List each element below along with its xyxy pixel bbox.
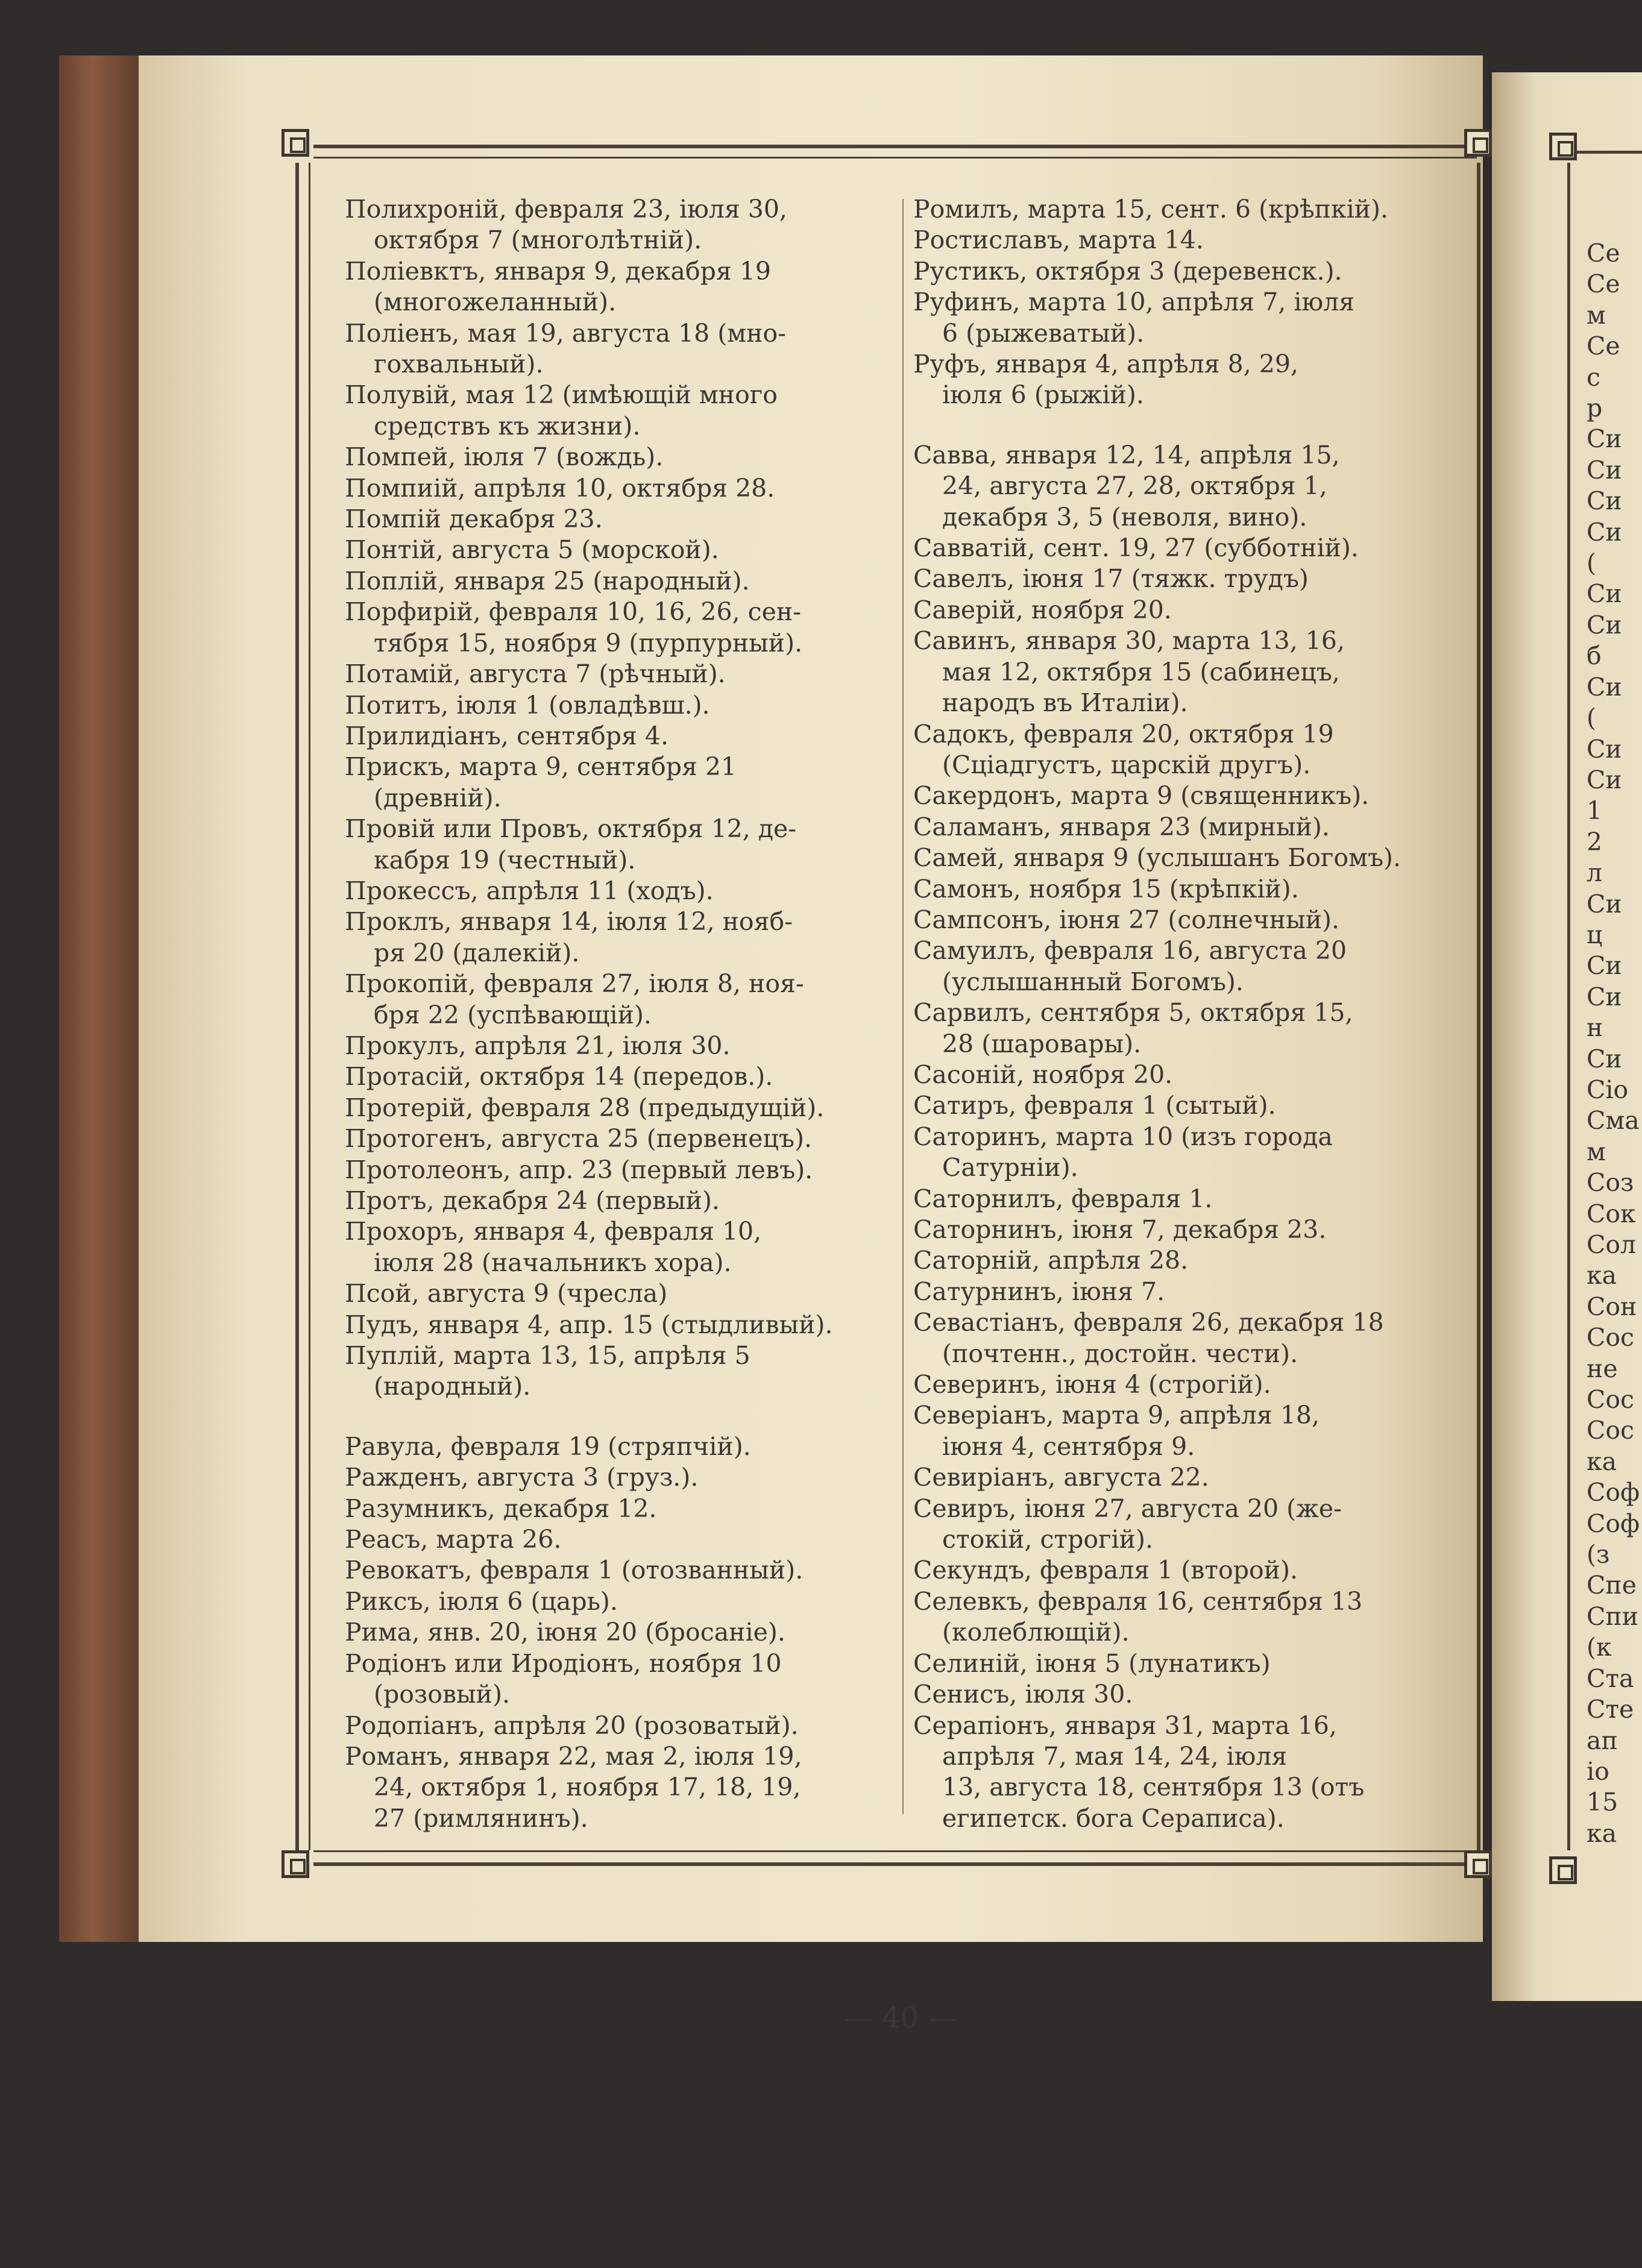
entry-line: Савва, января 12, 14, апрѣля 15, [913,440,1340,470]
entry-line: Поліенъ, мая 19, августа 18 (мно- [345,318,787,348]
dictionary-entry [345,1648,875,1710]
entry-line: (народный). [374,1372,531,1401]
entry-line: 28 (шаровары). [942,1029,1142,1058]
entry-line: 27 (римлянинъ). [374,1803,588,1833]
left-column [345,194,875,1834]
entry-line: Севастіанъ, февраля 26, декабря 18 [913,1308,1384,1337]
entry-line: Проклъ, января 14, іюля 12, нояб- [345,907,793,937]
dictionary-entry [345,1494,875,1524]
entry-line: (услышанный Богомъ). [942,967,1244,996]
entry-line: (многожеланный). [374,287,617,317]
dictionary-entry [345,256,875,318]
entry-line: стокій, строгій). [942,1525,1153,1554]
entry-line: Помпій декабря 23. [345,504,603,534]
entry-line: Савелъ, іюня 17 (тяжк. трудъ) [913,564,1309,594]
entry-line: 6 (рыжеватый). [942,318,1145,348]
dictionary-entry [345,969,875,1031]
next-page-fragment: Соф [1587,1509,1640,1538]
dictionary-entry [345,566,875,597]
entry-line: (почтенн., достойн. чести). [942,1339,1298,1368]
entry-line: Сампсонъ, іюня 27 (солнечный). [913,905,1340,934]
dictionary-entry [913,812,1456,843]
dictionary-entry [913,843,1456,873]
next-page-fragment: Сол [1587,1230,1637,1259]
dictionary-entry [345,1278,875,1309]
next-page-corner-ornament [1549,133,1577,160]
next-page-fragment: Сон [1587,1292,1637,1321]
dictionary-entry [345,473,875,504]
next-page-fragment: Соф [1587,1478,1640,1507]
dictionary-entry [345,1431,875,1462]
dictionary-entry [913,1277,1456,1307]
page-number: — 40 — [844,2001,957,2035]
next-page-fragment: (з [1587,1540,1610,1569]
next-page-fragment: Си [1587,951,1622,981]
next-page-fragment: Сос [1587,1416,1635,1445]
entry-line: Разумникъ, декабря 12. [345,1494,657,1523]
entry-line: Прокулъ, апрѣля 21, іюля 30. [345,1031,731,1060]
next-page-fragment: ка [1587,1261,1617,1290]
entry-line: Руфъ, января 4, апрѣля 8, 29, [913,350,1299,379]
entry-line: (Сціадгустъ, царскій другъ). [942,750,1311,779]
entry-line: Прокопій, февраля 27, іюля 8, ноя- [345,969,804,999]
entry-line: Савватій, сент. 19, 27 (субботній). [913,533,1359,563]
entry-line: Полувій, мая 12 (имѣющій много [345,380,778,410]
entry-line: средствъ къ жизни). [374,411,641,441]
entry-line: тября 15, ноября 9 (пурпурный). [374,628,803,658]
dictionary-entry [913,1214,1456,1245]
next-page-fragment: н [1587,1013,1603,1043]
entry-line: Порфирій, февраля 10, 16, 26, сен- [345,597,802,627]
dictionary-entry [345,1216,875,1278]
dictionary-entry [913,349,1456,411]
dictionary-entry [345,380,875,442]
dictionary-entry [913,564,1456,594]
next-page-fragment: 15 [1587,1788,1618,1817]
next-page-fragment: Си [1587,765,1622,794]
entry-line: Северіанъ, марта 9, апрѣля 18, [913,1401,1320,1430]
entry-line: Саторній, апрѣля 28. [913,1246,1189,1275]
entry-line: Саторинъ, марта 10 (изъ города [913,1122,1333,1151]
entry-line: Саламанъ, января 23 (мирный). [913,812,1330,841]
frame-bottom-line-thin [313,1850,1477,1852]
book-spine-edge [59,55,143,1942]
next-page-fragment: Се [1587,269,1620,299]
next-page-fragment: б [1587,641,1602,671]
entry-line: Рустикъ, октября 3 (деревенск.). [913,256,1342,286]
dictionary-entry [345,1710,875,1741]
frame-corner-ornament [282,129,309,157]
dictionary-entry [913,1555,1456,1586]
entry-line: Севиріанъ, августа 22. [913,1463,1209,1492]
dictionary-entry [345,1524,875,1555]
dictionary-entry [913,1648,1456,1679]
next-page-frame-left [1567,163,1570,1850]
dictionary-entry [345,1586,875,1617]
dictionary-entry [345,1031,875,1061]
next-page-fragment: Си [1587,610,1622,639]
dictionary-entry [345,1340,875,1403]
frame-corner-ornament [1464,129,1492,157]
next-page-fragment: р [1587,394,1603,423]
dictionary-entry [345,1462,875,1493]
next-page-fragment: Си [1587,517,1622,547]
dictionary-entry [345,906,875,969]
right-column [913,194,1456,1834]
next-page-fragment: с [1587,362,1600,392]
entry-line: 13, августа 18, сентября 13 (отъ [942,1773,1365,1802]
entry-line: Полихроній, февраля 23, іюля 30, [345,195,787,224]
frame-corner-ornament [1464,1850,1492,1878]
next-page-text-fragments [1587,238,1640,1849]
entry-line: Секундъ, февраля 1 (второй). [913,1556,1298,1585]
frame-left-line [295,163,299,1850]
entry-line: Протогенъ, августа 25 (первенецъ). [345,1124,812,1154]
entry-line: Саверій, ноября 20. [913,595,1172,624]
next-page-fragment: (к [1587,1633,1612,1662]
next-page-fragment: Сок [1587,1199,1636,1228]
entry-line: Романъ, января 22, мая 2, іюля 19, [345,1741,802,1771]
entry-line: Севиръ, іюня 27, августа 20 (же- [913,1494,1342,1523]
next-page-fragment: Си [1587,455,1622,485]
entry-line: Сатурніи). [942,1153,1078,1183]
entry-line: (розовый). [374,1680,511,1709]
entry-line: Северинъ, іюня 4 (строгій). [913,1370,1271,1399]
entry-line: (древній). [374,783,502,812]
next-page-fragment: не [1587,1354,1618,1383]
entry-line: октября 7 (многолѣтній). [374,225,702,255]
dictionary-entry [345,1555,875,1586]
dictionary-entry [913,1245,1456,1276]
entry-line: Прокессъ, апрѣля 11 (ходъ). [345,876,714,905]
dictionary-entry [913,719,1456,781]
entry-line: Самуилъ, февраля 16, августа 20 [913,936,1347,966]
frame-right-line [1477,163,1480,1850]
entry-line: Самонъ, ноября 15 (крѣпкій). [913,874,1299,903]
next-page-fragment: Спи [1587,1601,1639,1631]
entry-line: мая 12, октября 15 (сабинецъ, [942,657,1340,686]
entry-line: Селиній, іюня 5 (лунатикъ) [913,1648,1271,1678]
entry-line: іюня 4, сентября 9. [942,1431,1195,1461]
dictionary-entry [345,721,875,752]
entry-line: Сатурнинъ, іюня 7. [913,1277,1165,1306]
next-page-fragment: Си [1587,672,1622,702]
next-page-fragment: м [1587,300,1606,330]
entry-line: Пуплій, марта 13, 15, апрѣля 5 [345,1341,750,1371]
entry-line: Реасъ, марта 26. [345,1525,562,1554]
dictionary-entry [913,1307,1456,1369]
entry-line: іюля 6 (рыжій). [942,380,1144,410]
entry-line: Саторнилъ, февраля 1. [913,1184,1213,1213]
entry-line: Поплій, января 25 (народный). [345,566,750,595]
entry-line: Ростиславъ, марта 14. [913,225,1204,255]
entry-line: 24, октября 1, ноября 17, 18, 19, [374,1773,801,1802]
entry-line: Псой, августа 9 (чресла) [345,1279,668,1308]
next-page-fragment: Си [1587,486,1622,516]
entry-line: Прискъ, марта 9, сентября 21 [345,752,737,782]
entry-line: декабря 3, 5 (неволя, вино). [942,502,1307,532]
entry-line: Савинъ, января 30, марта 13, 16, [913,626,1345,656]
frame-corner-ornament [282,1850,309,1878]
dictionary-entry [345,1741,875,1834]
entry-line: Прилидіанъ, сентября 4. [345,721,669,750]
entry-line: Прохоръ, января 4, февраля 10, [345,1217,762,1246]
dictionary-entry [345,752,875,814]
dictionary-entry [913,533,1456,564]
next-page-fragment: м [1587,1137,1606,1166]
entry-line: Селевкъ, февраля 16, сентября 13 [913,1586,1363,1616]
next-page-fragment: Сма [1587,1106,1640,1136]
entry-line: Помпиій, апрѣля 10, октября 28. [345,473,775,503]
entry-line: народъ въ Италіи). [942,688,1188,718]
dictionary-entry [345,1155,875,1186]
next-page-fragment: Си [1587,579,1622,609]
dictionary-entry [345,442,875,473]
dictionary-entry [913,1494,1456,1556]
entry-line: Сенисъ, іюля 30. [913,1680,1133,1709]
entry-line: іюля 28 (начальникъ хора). [374,1248,732,1277]
entry-line: Сакердонъ, марта 9 (священникъ). [913,781,1370,811]
next-page-fragment: ка [1587,1447,1617,1476]
entry-line: Пудъ, января 4, апр. 15 (стыдливый). [345,1310,833,1339]
dictionary-entry [913,874,1456,905]
next-page-fragment: Соз [1587,1168,1634,1198]
entry-line: ря 20 (далекій). [374,938,580,967]
next-page-fragment: ( [1587,703,1596,733]
entry-line: бря 22 (успѣвающій). [374,1000,652,1029]
entry-line: Потамій, августа 7 (рѣчный). [345,659,726,689]
entry-line: кабря 19 (честный). [374,845,636,875]
entry-line: Ромилъ, марта 15, сент. 6 (крѣпкій). [913,195,1389,224]
entry-line: Риксъ, іюля 6 (царь). [345,1586,618,1616]
entry-line: Понтій, августа 5 (морской). [345,535,719,565]
dictionary-entry [345,1123,875,1154]
dictionary-entry [913,1586,1456,1648]
entry-line: Равула, февраля 19 (стряпчій). [345,1431,751,1461]
dictionary-entry [345,876,875,906]
dictionary-entry [913,440,1456,533]
entry-line: Саторнинъ, іюня 7, декабря 23. [913,1215,1327,1244]
entry-line: Ражденъ, августа 3 (груз.). [345,1463,699,1492]
dictionary-entry [913,1679,1456,1710]
dictionary-entry [345,597,875,659]
dictionary-entry [913,595,1456,626]
next-page-fragment: Си [1587,1044,1622,1073]
frame-top-line-thin [313,157,1477,159]
dictionary-entry [345,504,875,535]
entry-line: Ревокатъ, февраля 1 (отозванный). [345,1556,804,1585]
entry-line: Родіонъ или Иродіонъ, ноября 10 [345,1648,782,1678]
next-page-fragment: Се [1587,331,1620,361]
next-page-fragment: ап [1587,1726,1618,1755]
dictionary-entry [913,1090,1456,1121]
dictionary-entry [913,1710,1456,1835]
next-page-fragment: Си [1587,889,1622,919]
entry-line: Рима, янв. 20, іюня 20 (бросаніе). [345,1618,785,1647]
dictionary-entry [913,287,1456,349]
entry-line: гохвальный). [374,350,544,379]
dictionary-entry [345,659,875,690]
dictionary-entry [913,256,1456,287]
next-page-fragment: л [1587,858,1603,888]
dictionary-entry [345,194,875,256]
dictionary-entry [913,1184,1456,1214]
entry-line: Родопіанъ, апрѣля 20 (розоватый). [345,1710,799,1740]
dictionary-entry [913,1060,1456,1090]
dictionary-entry [913,194,1456,225]
dictionary-entry [913,781,1456,811]
dictionary-entry [345,1310,875,1340]
entry-line: (колеблющій). [942,1618,1130,1647]
dictionary-entry [913,1462,1456,1493]
next-page-fragment: Се [1587,239,1620,268]
entry-line: Руфинъ, марта 10, апрѣля 7, іюля [913,287,1355,317]
entry-line: Сатиръ, февраля 1 (сытый). [913,1091,1276,1120]
entry-line: египетск. бога Сераписа). [942,1803,1285,1833]
frame-top-line [313,145,1477,148]
dictionary-entry [345,1061,875,1092]
dictionary-entry [345,690,875,721]
next-page-fragment: Сіо [1587,1075,1629,1104]
frame-bottom-line [313,1862,1477,1866]
entry-line: Провій или Провъ, октября 12, де- [345,814,797,844]
dictionary-entry [345,814,875,876]
next-page-fragment: Спе [1587,1571,1637,1600]
entry-line: Потитъ, іюля 1 (овладѣвш.). [345,690,710,720]
next-page-fragment: Си [1587,424,1622,454]
entry-line: апрѣля 7, мая 14, 24, іюля [942,1741,1288,1771]
entry-line: Серапіонъ, января 31, марта 16, [913,1710,1337,1740]
frame-left-line-thin [309,163,310,1850]
dictionary-entry [345,1093,875,1123]
dictionary-entry [913,626,1456,718]
dictionary-entry [913,1122,1456,1184]
entry-line: 24, августа 27, 28, октября 1, [942,471,1327,501]
dictionary-entry [913,905,1456,935]
dictionary-entry [345,535,875,565]
entry-line: Помпей, іюля 7 (вождь). [345,442,664,472]
dictionary-entry [345,1617,875,1648]
next-page-fragment: ка [1587,1818,1617,1848]
entry-line: Протасій, октября 14 (передов.). [345,1062,773,1092]
entry-line: Протерій, февраля 28 (предыдущій). [345,1093,825,1122]
entry-line: Садокъ, февраля 20, октября 19 [913,719,1334,749]
dictionary-entry [913,997,1456,1060]
entry-line: Сасоній, ноября 20. [913,1060,1173,1089]
next-page-fragment: Си [1587,982,1622,1011]
next-page-fragment: 1 [1587,796,1603,826]
next-page-fragment: Сос [1587,1385,1635,1415]
next-page-fragment: 2 [1587,827,1603,856]
dictionary-entry [913,225,1456,256]
next-page-fragment: Ста [1587,1663,1634,1693]
next-page-fragment: Си [1587,734,1622,764]
next-page-fragment: ц [1587,920,1603,949]
next-page-corner-ornament [1549,1856,1577,1884]
entry-line: Протъ, декабря 24 (первый). [345,1186,720,1215]
column-divider [902,199,904,1814]
dictionary-entry [913,935,1456,997]
entry-line: Сарвилъ, сентября 5, октября 15, [913,998,1353,1028]
dictionary-entry [913,1400,1456,1462]
entry-line: Протолеонъ, апр. 23 (первый левъ). [345,1155,813,1184]
entry-line: Самей, января 9 (услышанъ Богомъ). [913,843,1401,873]
next-page-fragment: Сте [1587,1695,1634,1724]
next-page-fragment: ( [1587,548,1596,578]
entry-line: Поліевктъ, января 9, декабря 19 [345,256,771,286]
next-page-fragment: іо [1587,1756,1609,1786]
dictionary-entry [345,1186,875,1216]
dictionary-entry [913,1369,1456,1400]
dictionary-entry [345,318,875,380]
next-page-fragment: Сос [1587,1323,1635,1352]
